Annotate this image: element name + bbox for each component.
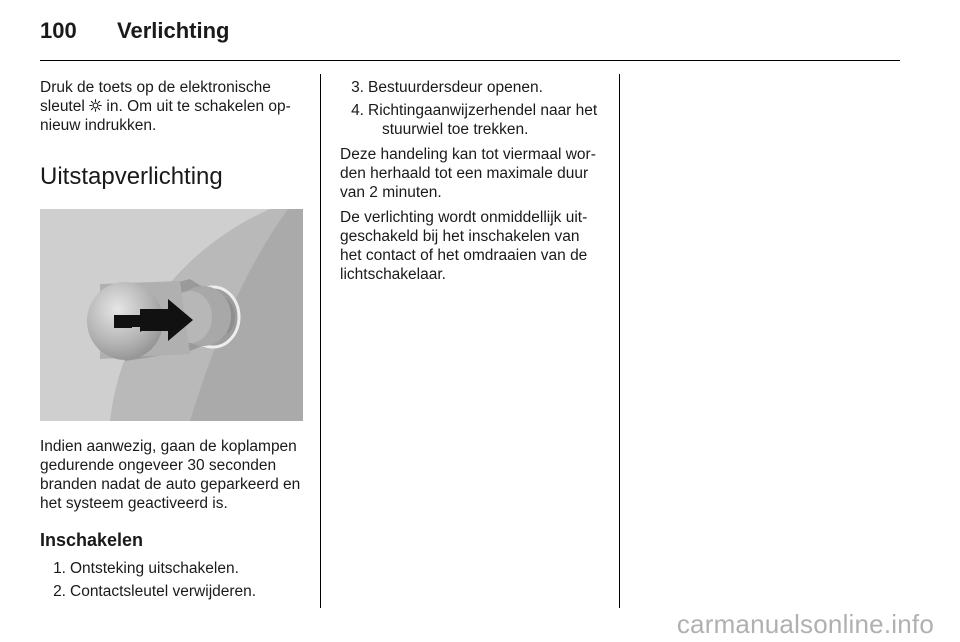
paragraph-line: den herhaald tot een maximale duur (340, 165, 589, 182)
list-item (340, 78, 602, 97)
paragraph-line: Deze handeling kan tot viermaal wor- (340, 146, 596, 163)
watermark: carmanualsonline.info (676, 609, 934, 639)
paragraph-line: De verlichting wordt onmiddellijk uit- (340, 209, 588, 226)
list-item (340, 101, 602, 139)
description-line: gedurende ongeveer 30 seconden (40, 457, 277, 474)
steps-list (340, 78, 602, 139)
step-line: stuurwiel toe trekken. (382, 121, 529, 138)
column-1 (40, 78, 302, 607)
steps-list (40, 559, 302, 601)
intro-line-3: nieuw indrukken. (40, 117, 157, 134)
description-line: Indien aanwezig, gaan de koplampen (40, 438, 297, 455)
step-line: Richtingaanwijzerhendel naar het (368, 102, 598, 119)
list-item (40, 582, 302, 601)
paragraph-line: van 2 minuten. (340, 184, 442, 201)
intro-line-2b: in. Om uit te schakelen op- (102, 98, 291, 115)
step-line: Bestuurdersdeur openen. (368, 79, 543, 96)
column-2 (340, 78, 602, 290)
column-divider (619, 74, 620, 608)
page-header-title: Verlichting (117, 18, 230, 43)
step-text: Ontsteking uitschakelen. (70, 560, 239, 577)
header-rule (40, 60, 900, 61)
description-line: branden nadat de auto geparkeerd en (40, 476, 301, 493)
paragraph-line: geschakeld bij het inschakelen van (340, 228, 580, 245)
paragraph-line: het contact of het omdraaien van de (340, 247, 588, 264)
paragraph-line: lichtschakelaar. (340, 266, 446, 283)
description-line: het systeem geactiveerd is. (40, 495, 228, 512)
step-text (368, 101, 602, 139)
intro-line-2a: sleutel (40, 98, 90, 115)
switch-off-paragraph (340, 208, 602, 284)
intro-paragraph (40, 78, 302, 135)
step-text (368, 78, 602, 97)
subheading: Inschakelen (40, 530, 144, 550)
headlight-stalk-illustration (40, 209, 303, 421)
step-number: 1. (53, 560, 66, 577)
step-text: Contactsleutel verwijderen. (70, 583, 257, 600)
headlight-stalk-icon (40, 209, 303, 421)
step-number: 2. (53, 583, 66, 600)
list-item (40, 559, 302, 578)
light-icon (89, 98, 102, 115)
column-divider (320, 74, 321, 608)
section-heading: Uitstapverlichting (40, 163, 223, 190)
repeat-paragraph (340, 145, 602, 202)
page-number: 100 (40, 18, 77, 43)
step-number: 4. (351, 102, 364, 119)
step-number: 3. (351, 79, 364, 96)
description-paragraph (40, 437, 302, 513)
intro-line-1: Druk de toets op de elektronische (40, 79, 271, 96)
